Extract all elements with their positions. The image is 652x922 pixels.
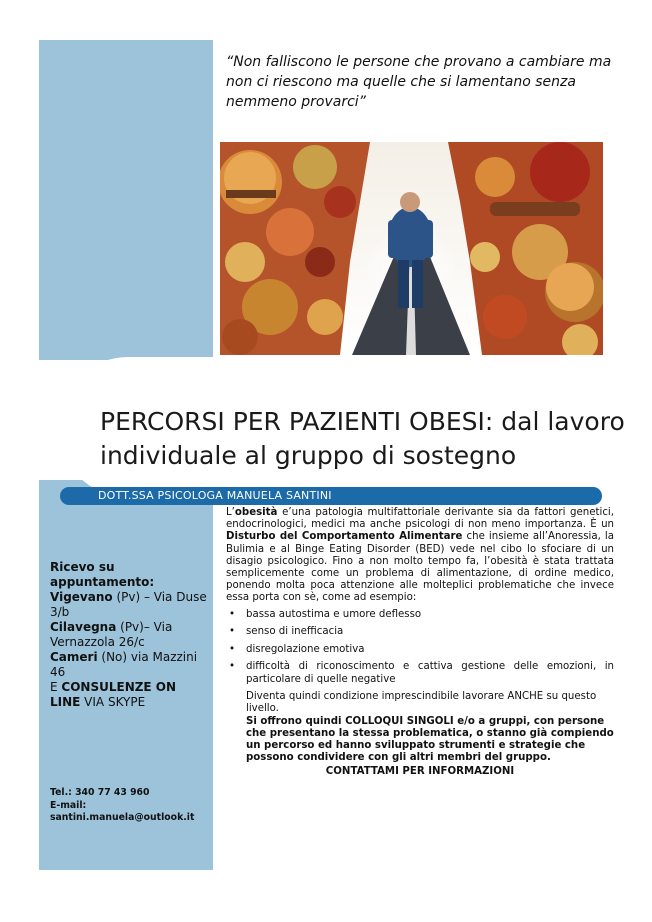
location-city: Cilavegna [50, 620, 117, 634]
conclusion-text: Diventa quindi condizione imprescindibile lavorare ANCHE su questo livello. [246, 691, 597, 715]
location-city: Vigevano [50, 590, 113, 604]
list-item: • disregolazione emotiva [226, 644, 614, 657]
intro-paragraph [226, 507, 614, 605]
email-label: E-mail: [50, 799, 87, 811]
quote: “Non falliscono le persone che provano a cambiare ma non ci riescono ma quelle che si lamentano senza nemmeno provarci” [226, 54, 612, 110]
author-banner [60, 487, 602, 505]
problems-list [226, 609, 614, 687]
contacts-block [50, 560, 210, 710]
hero-illustration-svg [220, 142, 603, 355]
location-address: (No) via Mazzini 46 [50, 650, 198, 679]
intro-keyword-obesita: obesità [234, 507, 278, 518]
page-title: PERCORSI PER PAZIENTI OBESI: dal lavoro individuale al gruppo di sostegno [100, 407, 625, 470]
online-suffix: VIA SKYPE [80, 695, 146, 709]
cta-text: CONTATTAMI PER INFORMAZIONI [325, 766, 515, 778]
intro-text-c: e’una patologia multifattoriale derivante sia da fattori genetici, endocrinologici, medici ma anche psicologi di non meno importanza. È un [226, 507, 614, 531]
location-address: (Pv)– Via Vernazzola 26/c [50, 620, 173, 649]
online-consult: CONSULENZE ON LINE [50, 680, 177, 709]
location-city: Cameri [50, 650, 98, 664]
list-item: • difficoltà di riconoscimento e cattiva gestione delle emozioni, in particolare di quelle negative [226, 661, 614, 686]
contact-footer [50, 787, 215, 825]
phone-number: Tel.: 340 77 43 960 [50, 787, 150, 798]
online-prefix: E [50, 680, 62, 694]
main-text [226, 507, 614, 779]
email-address[interactable]: santini.manuela@outlook.it [50, 812, 195, 823]
offer-text: Si offrono quindi COLLOQUI SINGOLI e/o a gruppi, con persone che presentano la stessa problematica, o stanno già compiendo un percorso ed hanno sviluppato strumenti e strategie che possono condividere con gli altri membri del gruppo. [246, 715, 614, 764]
list-item: • bassa autostima e umore deflesso [226, 609, 614, 622]
intro-text-e: che insieme all’Anoressia, la Bulimia e al Binge Eating Disorder (BED) vede nel cibo lo sfociare di un disagio psicologico. Fino a non molto tempo fa, l’obesità è stata trattata semplicemente come un problema di alimentazione, di ordine medico, ponendo molta poca attenzione alle molteplici problematiche che invece essa porta con sè, come ad esempio: [226, 531, 614, 604]
location-address: (Pv) – Via Duse 3/b [50, 590, 207, 619]
sidebar-top-panel [39, 40, 213, 360]
contacts-heading: Ricevo su appuntamento: [50, 560, 155, 589]
author-name: DOTT.SSA PSICOLOGA MANUELA SANTINI [98, 489, 332, 502]
list-item: • senso di inefficacia [226, 626, 614, 639]
intro-keyword-dca: Disturbo del Comportamento Alimentare [226, 531, 463, 543]
hero-illustration [220, 142, 603, 355]
intro-text-a: L’ [226, 507, 235, 518]
